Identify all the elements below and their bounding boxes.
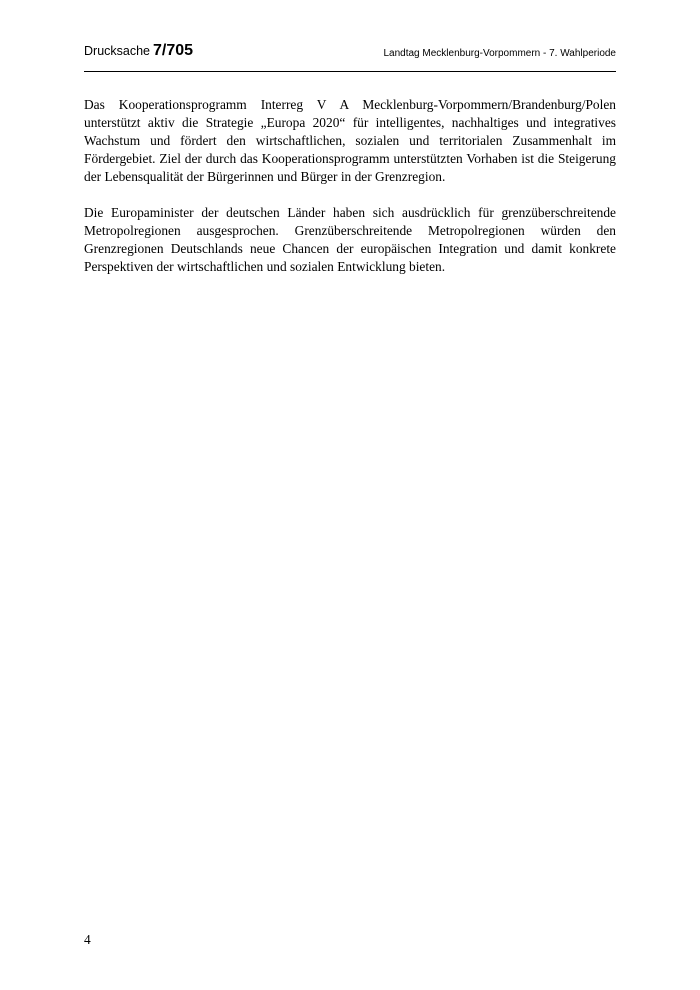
page-header	[84, 42, 616, 64]
document-number: 7/705	[153, 42, 194, 59]
paragraph-2: Die Europaminister der deutschen Länder haben sich ausdrücklich für grenzüberschreitende Metropolregionen ausgesprochen. Grenzüberschreitende Metropolregionen würden den Grenzregionen Deutschlands neue Chancen der europäischen Integration und damit konkrete Perspektiven der wirtschaftlichen und sozialen Entwicklung bieten.	[84, 205, 616, 274]
document-body	[84, 96, 616, 294]
document-reference	[84, 42, 193, 60]
header-divider	[84, 71, 616, 72]
paragraph-1: Das Kooperationsprogramm Interreg V A Mecklenburg-Vorpommern/Brandenburg/Polen unterstützt aktiv die Strategie „Europa 2020“ für intelligentes, nachhaltiges und integratives Wachstum und fördert den wirtschaftlichen, sozialen und territorialen Zusammenhalt im Fördergebiet. Ziel der durch das Kooperationsprogramm unterstützten Vorhaben ist die Steigerung der Lebensqualität der Bürgerinnen und Bürger in der Grenzregion.	[84, 97, 616, 184]
parliament-period: Landtag Mecklenburg-Vorpommern - 7. Wahlperiode	[383, 48, 616, 59]
document-label: Drucksache	[84, 44, 150, 58]
page-number: 4	[84, 932, 91, 947]
